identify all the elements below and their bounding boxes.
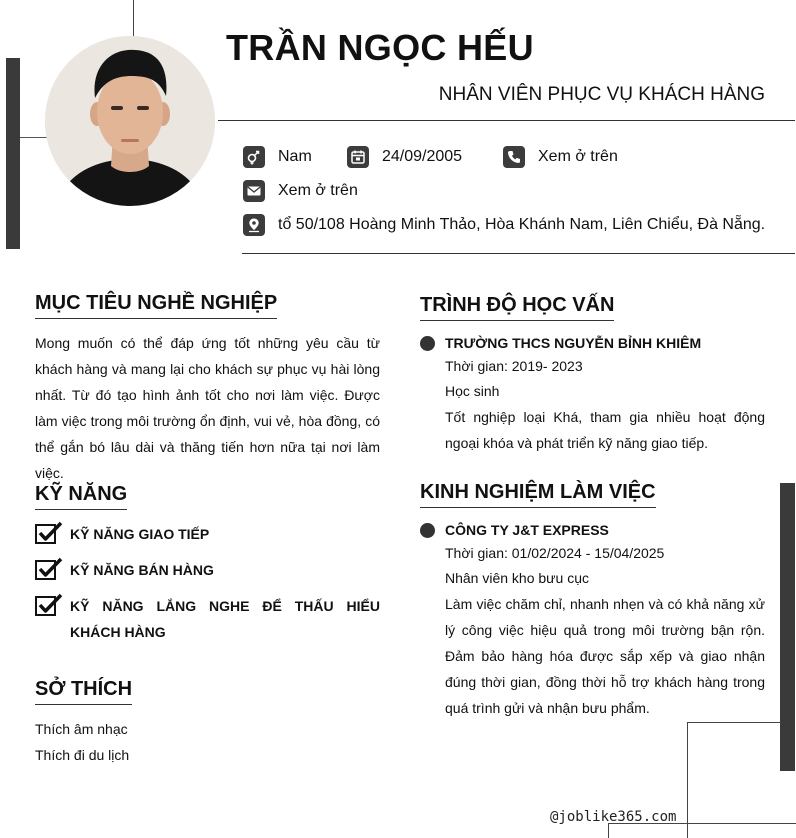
email-value: Xem ở trên (278, 182, 358, 199)
skill-label: KỸ NĂNG BÁN HÀNG (70, 562, 214, 578)
calendar-icon (347, 146, 369, 168)
contact-divider (242, 253, 795, 254)
bullet-dot-icon (420, 523, 435, 538)
objective-text: Mong muốn có thể đáp ứng tốt những yêu cầu từ khách hàng và mang lại cho khách sự phục vụ hài lòng nhất. Từ đó tạo hình ảnh tốt cho nơi làm việc. Được làm việc trong môi trường ổn định, vui vẻ, hòa đồng, có thể gắn bó lâu dài và thăng tiến hơn nữa tại nơi làm việc. (35, 335, 380, 481)
skill-label: KỸ NĂNG GIAO TIẾP (70, 526, 210, 542)
contact-birthdate (347, 146, 462, 168)
experience-entry (420, 517, 765, 727)
company-name: CÔNG TY J&T EXPRESS (445, 522, 609, 538)
hobby-item: Thích đi du lịch (35, 747, 130, 763)
skill-item (35, 521, 380, 547)
education-entry (420, 330, 765, 460)
gender-value: Nam (278, 148, 312, 165)
contact-email (243, 180, 358, 202)
experience-role: Nhân viên kho bưu cục (445, 570, 590, 586)
bottom-divider-tick (608, 823, 609, 838)
objective-title: MỤC TIÊU NGHỀ NGHIỆP (35, 292, 277, 319)
skill-item (35, 557, 380, 583)
candidate-name: TRẦN NGỌC HẾU (226, 27, 534, 68)
skill-item (35, 593, 380, 645)
top-divider-line (133, 0, 134, 40)
checkbox-checked-icon (35, 593, 63, 617)
phone-value: Xem ở trên (538, 148, 618, 165)
contact-gender (243, 146, 312, 168)
right-accent-bar (780, 483, 795, 771)
checkbox-checked-icon (35, 557, 63, 581)
skills-title: KỸ NĂNG (35, 483, 127, 510)
phone-icon (503, 146, 525, 168)
job-title: NHÂN VIÊN PHỤC VỤ KHÁCH HÀNG (438, 84, 765, 105)
checkbox-checked-icon (35, 521, 63, 545)
contact-phone (503, 146, 618, 168)
gender-icon (243, 146, 265, 168)
left-divider-line (20, 137, 48, 138)
education-title: TRÌNH ĐỘ HỌC VẤN (420, 294, 614, 321)
experience-desc: Làm việc chăm chỉ, nhanh nhẹn và có khả năng xử lý công việc hiệu quả trong môi trường bận rộn. Đảm bảo hàng hóa được sắp xếp và giao nhận đúng thời gian, đồng thời hỗ trợ khách hàng trong quá trình gửi và nhận bưu phẩm. (445, 596, 765, 716)
email-icon (243, 180, 265, 202)
contact-address (243, 214, 765, 236)
skill-label: KỸ NĂNG LẮNG NGHE ĐỂ THẤU HIỂU KHÁCH HÀNG (70, 598, 380, 640)
location-icon (243, 214, 265, 236)
bullet-dot-icon (420, 336, 435, 351)
header-divider (218, 120, 795, 121)
experience-period: Thời gian: 01/02/2024 - 15/04/2025 (445, 545, 665, 561)
hobbies-title: SỞ THÍCH (35, 678, 132, 705)
school-name: TRƯỜNG THCS NGUYỄN BỈNH KHIÊM (445, 335, 702, 351)
avatar (45, 36, 215, 206)
hobby-item: Thích âm nhạc (35, 721, 128, 737)
watermark: @joblike365.com (550, 809, 677, 825)
left-accent-bar (6, 58, 20, 249)
birthdate-value: 24/09/2005 (382, 148, 463, 165)
education-period: Thời gian: 2019- 2023 (445, 358, 583, 374)
experience-title: KINH NGHIỆM LÀM VIỆC (420, 481, 656, 508)
education-desc: Tốt nghiệp loại Khá, tham gia nhiều hoạt động ngoại khóa và phát triển kỹ năng giao tiếp. (445, 409, 765, 451)
bottom-right-frame (687, 722, 781, 838)
address-value: tổ 50/108 Hoàng Minh Thảo, Hòa Khánh Nam, Liên Chiểu, Đà Nẵng. (278, 216, 766, 233)
education-role: Học sinh (445, 383, 500, 399)
